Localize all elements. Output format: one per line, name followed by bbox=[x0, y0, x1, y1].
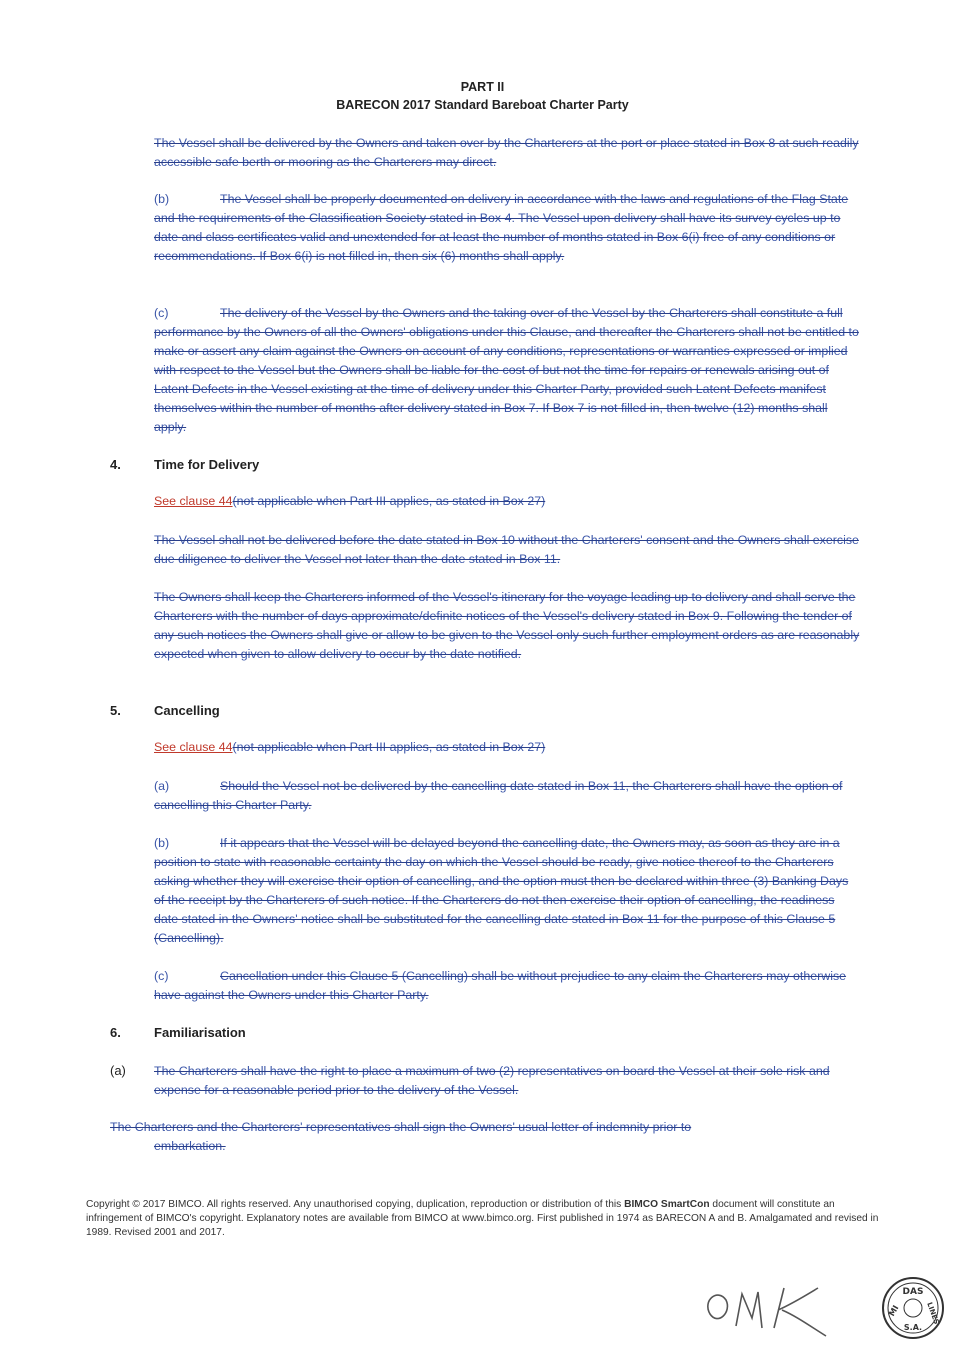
clause5-a-label: (a) bbox=[154, 779, 170, 793]
company-stamp-icon bbox=[880, 1275, 946, 1341]
clause5-a-text: Should the Vessel not be delivered by the cancelling date stated in Box 11, the Charterers shall have the option of cancelling this Charter Party. bbox=[154, 779, 843, 812]
clause5-reference bbox=[154, 740, 545, 754]
stamp-text-right: LINES bbox=[925, 1301, 941, 1326]
stamp-text-bottom: S.A. bbox=[903, 1323, 923, 1332]
clause5-para-a bbox=[154, 777, 860, 815]
clause4-para-1: The Vessel shall not be delivered before the date stated in Box 10 without the Charterers' consent and the Owners shall exercise due diligence to deliver the Vessel not later than the date stated in Box 11. bbox=[154, 533, 859, 566]
copyright-footer bbox=[86, 1198, 886, 1240]
clause4-title: Time for Delivery bbox=[154, 457, 260, 472]
clause6-number: 6. bbox=[110, 1025, 121, 1040]
clause6-indemnity-line-2: embarkation. bbox=[154, 1139, 226, 1153]
clause3-para-c bbox=[154, 304, 860, 437]
footer-text-1: Copyright © 2017 BIMCO. All rights reserved. Any unauthorised copying, duplication, reproduction or distribution of this bbox=[86, 1199, 625, 1210]
clause6-para-a: The Charterers shall have the right to place a maximum of two (2) representatives on board the Vessel at their sole risk and expense for a reasonable period prior to the delivery of the Vessel. bbox=[154, 1064, 830, 1097]
stamp-text-left: MI bbox=[887, 1303, 901, 1318]
clause3-para-b bbox=[154, 190, 860, 266]
clause4-para-2: The Owners shall keep the Charterers informed of the Vessel's itinerary for the voyage leading up to delivery and shall serve the Charterers with the number of days approximate/definite notices of the Vessel's delivery stated in Box 9. Following the tender of any such notices the Owners shall give or allow to be given to the Vessel only such further employment orders as are reasonably expected when given to allow delivery to occur by the date notified. bbox=[154, 590, 860, 661]
clause5-b-label: (b) bbox=[154, 836, 170, 850]
clause4-reference bbox=[154, 494, 545, 508]
clause6-title: Familiarisation bbox=[154, 1025, 246, 1040]
clause4-see-link[interactable]: See clause 44 bbox=[154, 494, 233, 508]
clause4-number: 4. bbox=[110, 457, 121, 472]
clause3-c-label: (c) bbox=[154, 306, 169, 320]
footer-brand: BIMCO SmartCon bbox=[624, 1199, 710, 1210]
clause5-c-text: Cancellation under this Clause 5 (Cancelling) shall be without prejudice to any claim the Charterers may otherwise have against the Owners under this Charter Party. bbox=[154, 969, 847, 1002]
clause5-number: 5. bbox=[110, 703, 121, 718]
clause5-para-c bbox=[154, 967, 860, 1005]
clause5-b-text: If it appears that the Vessel will be delayed beyond the cancelling date, the Owners may, as soon as they are in a position to state with reasonable certainty the day on which the Vessel should be ready, give notice thereof to the Charterers asking whether they will exercise their option of cancelling, and the option must then be declared within three (3) Banking Days of the receipt by the Charterers of such notice. If the Charterers do not then exercise their option of cancelling, the readiness date stated in the Owners' notice shall be substituted for the cancelling date stated in Box 11 for the purpose of this Clause 5 (Cancelling). bbox=[154, 836, 849, 945]
clause5-see-link[interactable]: See clause 44 bbox=[154, 740, 233, 754]
part-label: PART II bbox=[460, 80, 505, 94]
clause5-para-b bbox=[154, 834, 860, 948]
clause3-c-text: The delivery of the Vessel by the Owners and the taking over of the Vessel by the Charterers shall constitute a full performance by the Owners of all the Owners' obligations under this Clause, and thereafter the Charterers shall not be entitled to make or assert any claim against the Owners on account of any conditions, representations or warranties expressed or implied with respect to the Vessel but the Owners shall be liable for the cost of but not the time for repairs or renewals arising out of Latent Defects in the Vessel existing at the time of delivery under this Charter Party, provided such Latent Defects manifest themselves within the number of months after delivery stated in Box 7. If Box 7 is not filled in, then twelve (12) months shall apply. bbox=[154, 306, 859, 434]
clause5-title: Cancelling bbox=[154, 703, 220, 718]
clause3-b-label: (b) bbox=[154, 192, 170, 206]
clause4-see-rest: (not applicable when Part III applies, as stated in Box 27) bbox=[232, 494, 546, 508]
handwritten-signature-icon bbox=[696, 1280, 836, 1340]
footer-text-2: document will constitute an infringement of BIMCO's copyright. Explanatory notes are available from BIMCO at www.bimco.org. First published in 1974 as BARECON A and B. Amalgamated and revised in 1989. Revised 2001 and 2017. bbox=[86, 1199, 879, 1238]
clause3-para-a: The Vessel shall be delivered by the Owners and taken over by the Charterers at the port or place stated in Box 8 at such readily accessible safe berth or mooring as the Charterers may direct. bbox=[154, 136, 859, 169]
clause6-indemnity-line: The Charterers and the Charterers' representatives shall sign the Owners' usual letter of indemnity prior to bbox=[110, 1120, 692, 1134]
document-title: BARECON 2017 Standard Bareboat Charter Party bbox=[336, 98, 629, 112]
page-header bbox=[0, 78, 965, 114]
stamp-text-top: DAS bbox=[902, 1287, 924, 1297]
clause5-see-rest: (not applicable when Part III applies, as stated in Box 27) bbox=[232, 740, 546, 754]
clause5-c-label: (c) bbox=[154, 969, 169, 983]
clause3-b-text: The Vessel shall be properly documented on delivery in accordance with the laws and regulations of the Flag State and the requirements of the Classification Society stated in Box 4. The Vessel upon delivery shall have its survey cycles up to date and class certificates valid and unextended for at least the number of months stated in Box 6(i) free of any conditions or recommendations. If Box 6(i) is not filled in, then six (6) months shall apply. bbox=[154, 192, 849, 263]
clause6-a-label: (a) bbox=[110, 1063, 126, 1078]
